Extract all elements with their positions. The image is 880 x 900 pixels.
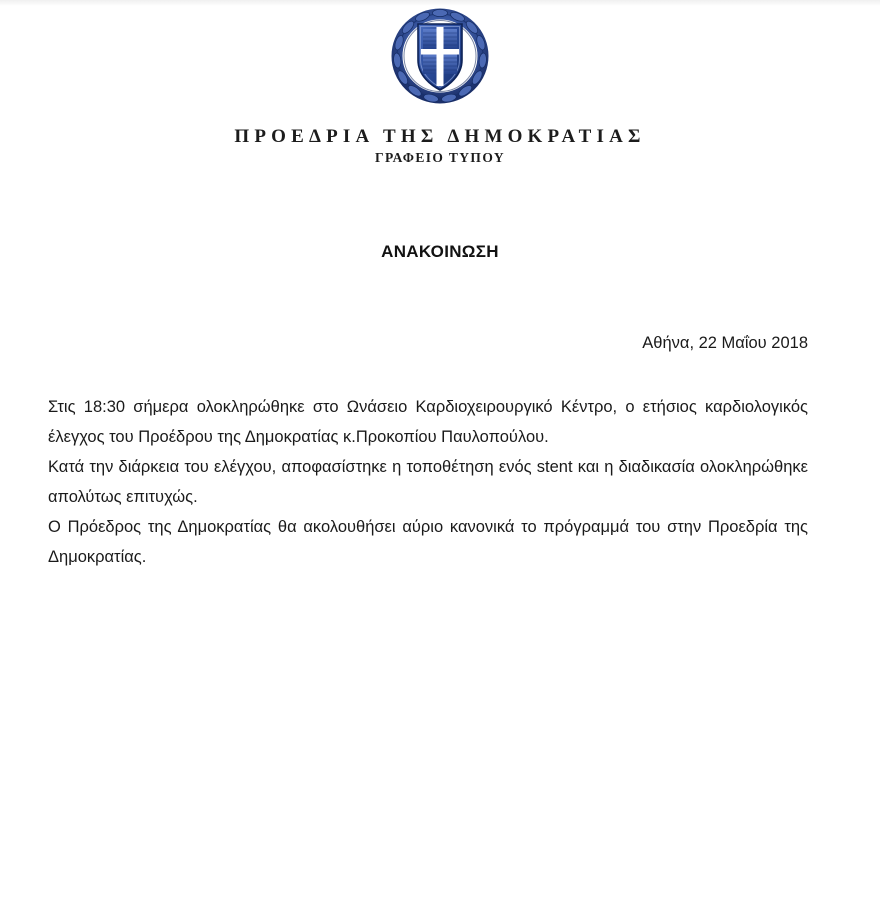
document-body [48, 392, 808, 572]
page-top-edge-band [0, 0, 880, 6]
department-subtitle: ΓΡΑΦΕΙΟ ΤΥΠΟΥ [374, 150, 506, 165]
body-paragraph: Κατά την διάρκεια του ελέγχου, αποφασίστηκε η τοποθέτηση ενός stent και η διαδικασία ολοκληρώθηκε απολύτως επιτυχώς. [48, 458, 808, 506]
organization-title: ΠΡΟΕΔΡΙΑ ΤΗΣ ΔΗΜΟΚΡΑΤΙΑΣ [234, 126, 646, 147]
page-title: ΑΝΑΚΟΙΝΩΣΗ [381, 242, 499, 261]
body-paragraph: Στις 18:30 σήμερα ολοκληρώθηκε στο Ωνάσειο Καρδιοχειρουργικό Κέντρο, ο ετήσιος καρδιολογικός έλεγχος του Προέδρου της Δημοκρατίας κ.Προκοπίου Παυλοπούλου. [48, 398, 808, 446]
date-line: Αθήνα, 22 Μαΐου 2018 [642, 334, 808, 352]
greek-coat-of-arms-icon [388, 8, 492, 104]
body-paragraph: Ο Πρόεδρος της Δημοκρατίας θα ακολουθήσει αύριο κανονικά το πρόγραμμά του στην Προεδρία της Δημοκρατίας. [48, 518, 808, 566]
emblem-container [0, 8, 880, 109]
